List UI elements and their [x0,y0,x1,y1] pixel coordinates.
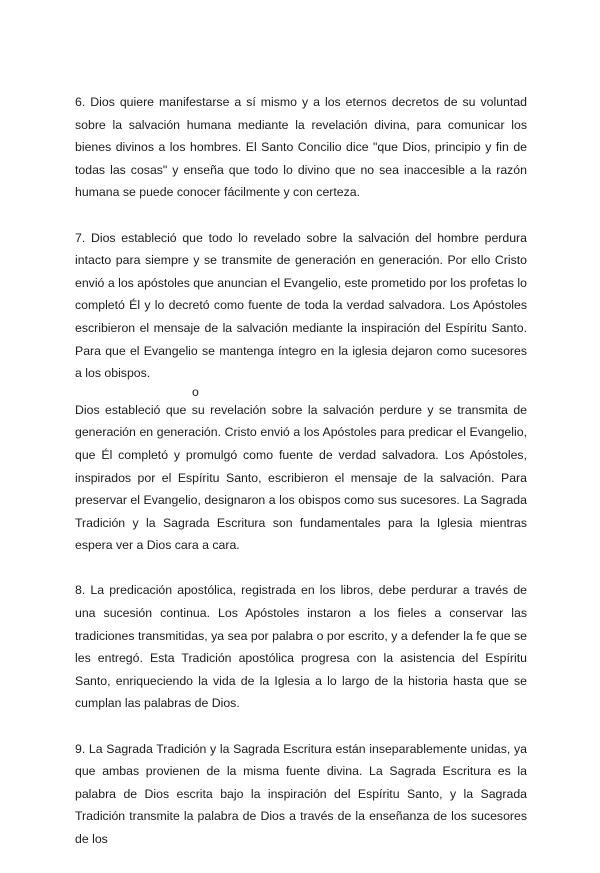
paragraph-9: 9. La Sagrada Tradición y la Sagrada Escritura están inseparablemente unidas, ya que ambas provienen de la misma fuente divina. La Sagrada Escritura es la palabra de Dios escrita bajo la inspiración del Espíritu Santo, y la Sagrada Tradición transmite la palabra de Dios a través de la enseñanza de los sucesores de los [75,741,527,846]
document-body [75,91,527,873]
alternative-separator: o [192,384,199,399]
paragraph-8: 8. La predicación apostólica, registrada en los libros, debe perdurar a través de una sucesión continua. Los Apóstoles instaron a los fieles a conservar las tradiciones transmitidas, ya sea por palabra o por escrito, y a defender la fe que se les entregó. Esta Tradición apostólica progresa con la asistencia del Espíritu Santo, enriqueciendo la vida de la Iglesia a lo largo de la historia hasta que se cumplan las palabras de Dios. [75,583,527,711]
paragraph-7: 7. Dios estableció que todo lo revelado sobre la salvación del hombre perdura intacto para siempre y se transmite de generación en generación. Por ello Cristo envió a los apóstoles que anuncian el Evangelio, este prometido por los profetas lo completó Él y lo decretó como fuente de toda la verdad salvadora. Los Apóstoles escribieron el mensaje de la salvación mediante la inspiración del Espíritu Santo. Para que el Evangelio se mantenga íntegro en la iglesia dejaron como sucesores a los obispos. [75,230,527,381]
paragraph-7-alternative: Dios estableció que su revelación sobre la salvación perdure y se transmita de generación en generación. Cristo envió a los Apóstoles para predicar el Evangelio, que Él completó y promulgó como fuente de verdad salvadora. Los Apóstoles, inspirados por el Espíritu Santo, escribieron el mensaje de la salvación. Para preservar el Evangelio, designaron a los obispos como sus sucesores. La Sagrada Tradición y la Sagrada Escritura son fundamentales para la Iglesia mientras espera ver a Dios cara a cara. [75,402,527,553]
paragraph-6: 6. Dios quiere manifestarse a sí mismo y a los eternos decretos de su voluntad sobre la salvación humana mediante la revelación divina, para comunicar los bienes divinos a los hombres. El Santo Concilio dice "que Dios, principio y fin de todas las cosas" y enseña que todo lo divino que no sea inaccesible a la razón humana se puede conocer fácilmente y con certeza. [75,95,527,200]
